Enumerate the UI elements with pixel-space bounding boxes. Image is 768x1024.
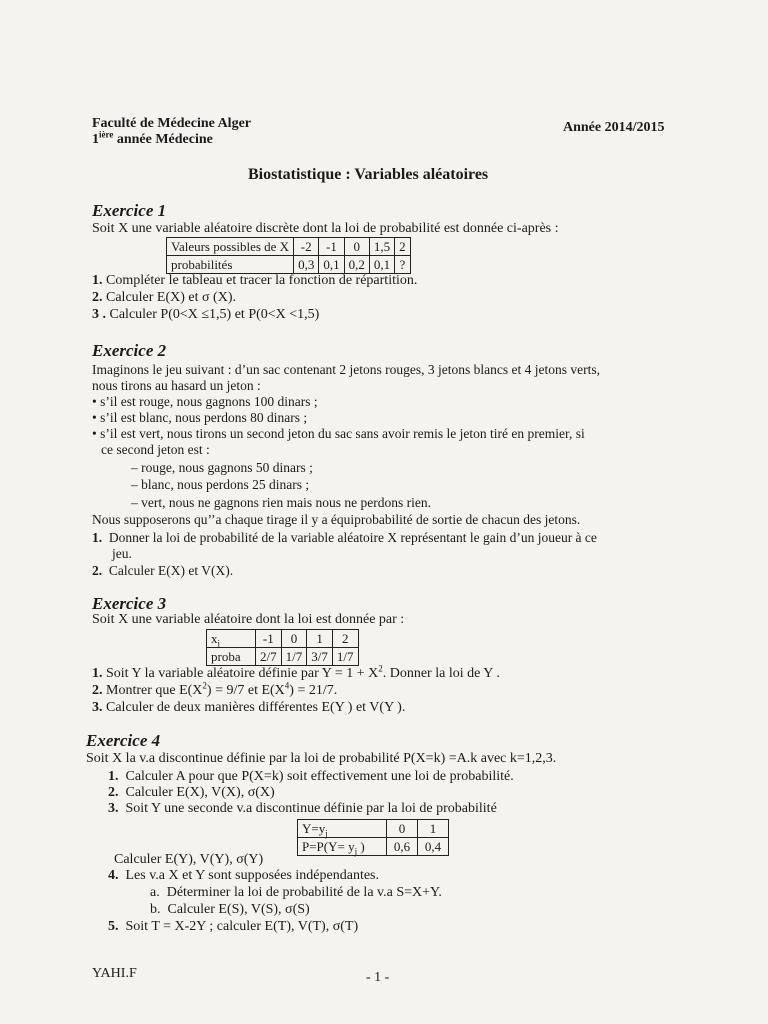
- exercise-2-text-3: Nous supposerons qu’’a chaque tirage il y a équiprobabilité de sortie de chacun des jetons.: [92, 512, 581, 527]
- table-cell: 1/7: [332, 648, 358, 666]
- table-cell: 2/7: [256, 648, 282, 666]
- table-row: [207, 630, 359, 648]
- table-cell: $x_i$: [207, 630, 256, 648]
- exercise-2-bullet-2: • s’il est blanc, nous perdons 80 dinars ;: [92, 410, 308, 425]
- exercise-2-question-1: 1. Donner la loi de probabilité de la variable aléatoire X représentant le gain d’un joueur à ce: [92, 530, 597, 545]
- exercise-1-table: [166, 237, 411, 274]
- exercise-4-question-4: 4. Les v.a X et Y sont supposées indépendantes.: [108, 868, 379, 883]
- exercise-2-bullet-1: • s’il est rouge, nous gagnons 100 dinars ;: [92, 394, 318, 409]
- study-year: $1^{ière}$ année Médecine: [92, 129, 213, 147]
- table-cell: 3/7: [307, 648, 333, 666]
- exercise-2-question-1-cont: jeu.: [112, 546, 132, 561]
- table-cell: 0,2: [344, 256, 369, 274]
- exercise-3-question-3: 3. Calculer de deux manières différentes E(Y ) et V(Y ).: [92, 700, 406, 715]
- exercise-1-question-3: 3 . Calculer P(0<X ≤1,5) et P(0<X <1,5): [92, 307, 320, 322]
- exercise-2-text-1: Imaginons le jeu suivant : d’un sac contenant 2 jetons rouges, 3 jetons blancs et 4 jetons verts,: [92, 362, 601, 377]
- footer-author: YAHI.F: [92, 966, 137, 981]
- table-cell: 1,5: [369, 238, 394, 256]
- table-cell: -2: [294, 238, 319, 256]
- exercise-4-question-4a: a. Déterminer la loi de probabilité de la v.a S=X+Y.: [150, 885, 442, 900]
- exercise-2-bullet-3: • s’il est vert, nous tirons un second jeton du sac sans avoir remis le jeton tiré en premier, si: [92, 426, 585, 441]
- exercise-3-table: [206, 629, 359, 666]
- exercise-4-heading: Exercice 4: [86, 731, 161, 750]
- exercise-4-question-2: 2. Calculer E(X), V(X), σ(X): [108, 785, 275, 800]
- table-cell: proba: [207, 648, 256, 666]
- exercise-2-text-2: nous tirons au hasard un jeton :: [92, 378, 261, 393]
- exercise-2-question-2: 2. Calculer E(X) et V(X).: [92, 563, 234, 578]
- table-cell: 2: [395, 238, 411, 256]
- faculty-name: Faculté de Médecine Alger: [92, 116, 252, 131]
- table-cell: 0,4: [418, 838, 449, 856]
- exercise-2-sub-3: – vert, nous ne gagnons rien mais nous ne perdons rien.: [131, 495, 431, 510]
- exercise-4-question-3: 3. Soit Y une seconde v.a discontinue définie par la loi de probabilité: [108, 801, 497, 816]
- table-cell: 0,1: [319, 256, 344, 274]
- table-cell: 1: [418, 820, 449, 838]
- table-cell: $P=P(Y= y_j$ ): [298, 838, 387, 856]
- exercise-4-intro: Soit X la v.a discontinue définie par la loi de probabilité P(X=k) =A.k avec k=1,2,3.: [86, 751, 557, 766]
- table-row: [207, 648, 359, 666]
- table-cell: -1: [256, 630, 282, 648]
- table-cell: 1: [307, 630, 333, 648]
- exercise-2-sub-2: – blanc, nous perdons 25 dinars ;: [131, 477, 310, 492]
- exercise-4-table: [297, 819, 449, 856]
- table-cell: 0: [281, 630, 307, 648]
- exercise-1-question-2: 2. Calculer E(X) et σ (X).: [92, 290, 236, 305]
- exercise-1-question-1: 1. Compléter le tableau et tracer la fonction de répartition.: [92, 273, 418, 288]
- table-cell: 0,1: [369, 256, 394, 274]
- page-title: Biostatistique : Variables aléatoires: [248, 166, 489, 183]
- page-number: - 1 -: [366, 970, 390, 985]
- exercise-4-question-3-cont: Calculer E(Y), V(Y), σ(Y): [114, 852, 264, 867]
- table-cell: 1/7: [281, 648, 307, 666]
- exercise-4-question-4b: b. Calculer E(S), V(S), σ(S): [150, 902, 310, 917]
- table-cell: -1: [319, 238, 344, 256]
- table-cell: 0: [344, 238, 369, 256]
- exercise-2-heading: Exercice 2: [92, 341, 167, 360]
- table-cell: ?: [395, 256, 411, 274]
- table-cell: 2: [332, 630, 358, 648]
- table-row: [298, 838, 449, 856]
- academic-year: Année 2014/2015: [563, 120, 665, 135]
- table-cell: 0,6: [387, 838, 418, 856]
- table-row: [167, 238, 411, 256]
- exercise-4-question-1: 1. Calculer A pour que P(X=k) soit effectivement une loi de probabilité.: [108, 769, 514, 784]
- exercise-3-heading: Exercice 3: [92, 594, 167, 613]
- table-cell: 0,3: [294, 256, 319, 274]
- table-row: [298, 820, 449, 838]
- table-cell: 0: [387, 820, 418, 838]
- exercise-1-intro: Soit X une variable aléatoire discrète dont la loi de probabilité est donnée ci-après :: [92, 221, 559, 236]
- exercise-1-heading: Exercice 1: [92, 201, 167, 220]
- table-cell: probabilités: [167, 256, 294, 274]
- exercise-2-sub-1: – rouge, nous gagnons 50 dinars ;: [131, 460, 313, 475]
- exercise-3-question-2: 2. Montrer que $E(X^2) = 9/7$ et $E(X^4) = 21/7$.: [92, 680, 338, 698]
- exercise-4-question-5: 5. Soit T = X-2Y ; calculer E(T), V(T), σ(T): [108, 919, 359, 934]
- exercise-2-bullet-3-cont: ce second jeton est :: [101, 442, 210, 457]
- exercise-3-intro: Soit X une variable aléatoire dont la loi est donnée par :: [92, 612, 405, 627]
- table-cell: Valeurs possibles de X: [167, 238, 294, 256]
- table-cell: $Y=y_j$: [298, 820, 387, 838]
- exercise-3-question-1: 1. Soit Y la variable aléatoire définie par $Y = 1 + X^2$. Donner la loi de Y .: [92, 663, 500, 681]
- table-row: [167, 256, 411, 274]
